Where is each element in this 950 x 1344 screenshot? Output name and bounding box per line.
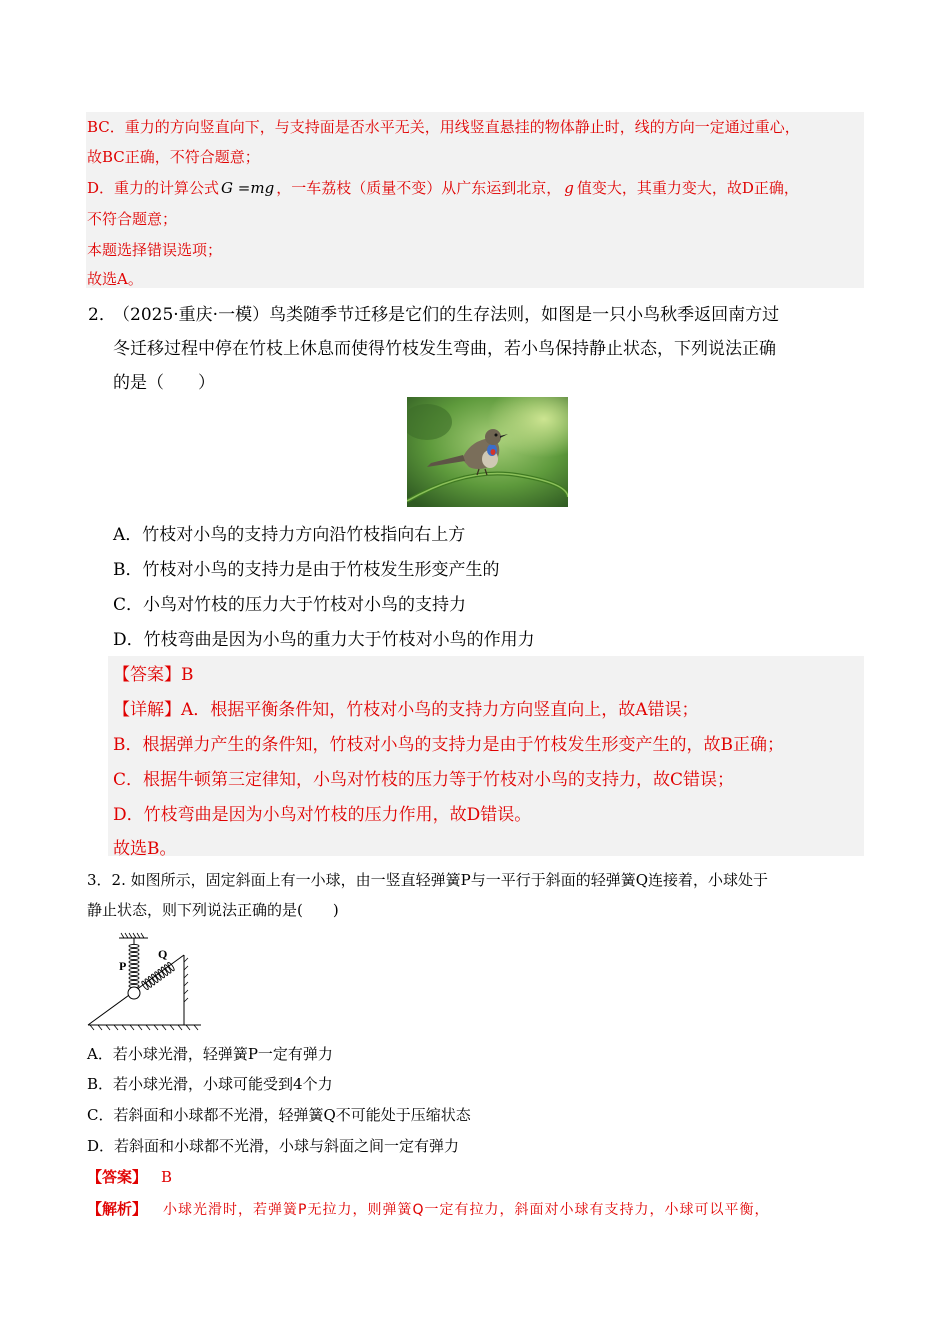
q2-option-b: B．竹枝对小鸟的支持力是由于竹枝发生形变产生的 [113,560,500,580]
q2-explanation-line-1: 【详解】A．根据平衡条件知，竹枝对小鸟的支持力方向竖直向上，故A错误； [113,700,699,720]
spring-incline-figure [86,932,206,1032]
q3-analysis-label: 【解析】 [87,1200,148,1218]
q3-answer-label: 【答案】 [87,1168,148,1186]
label-p: P [119,959,127,973]
q2-option-a: A．竹枝对小鸟的支持力方向沿竹枝指向右上方 [113,525,466,545]
bird-photo [407,397,568,507]
q3-option-c: C．若斜面和小球都不光滑，轻弹簧Q不可能处于压缩状态 [87,1106,471,1124]
top-explanation-line-4: 不符合题意； [87,210,178,228]
q3-answer-value: B [161,1168,173,1186]
q2-explanation-line-4: D．竹枝弯曲是因为小鸟对竹枝的压力作用，故D错误。 [113,805,532,825]
q3-analysis [87,1198,769,1219]
top-explanation-line-3-b: ，一车荔枝（质量不变）从广东运到北京， [276,179,562,197]
q2-stem-line-1: （2025·重庆·一模）鸟类随季节迁移是它们的生存法则，如图是一只小鸟秋季返回南方过 [113,305,780,325]
q2-stem-line-3: 的是（ ） [113,373,215,393]
top-explanation-line-1: BC．重力的方向竖直向下，与支持面是否水平无关，用线竖直悬挂的物体静止时，线的方向一定通过重心， [87,118,800,136]
g-symbol: g [564,179,574,197]
q3-option-d: D．若斜面和小球都不光滑，小球与斜面之间一定有弹力 [87,1137,460,1155]
top-explanation-line-3-c: 值变大，其重力变大，故D正确， [576,179,799,197]
q2-number: 2． [88,305,116,325]
q3-option-b: B．若小球光滑，小球可能受到4个力 [87,1075,333,1093]
top-explanation-line-3-a: D．重力的计算公式 [87,179,220,197]
q2-explanation-line-2: B．根据弹力产生的条件知，竹枝对小鸟的支持力是由于竹枝发生形变产生的，故B正确； [113,735,784,755]
q3-answer [87,1166,172,1187]
q2-answer: 【答案】B [113,665,194,685]
q2-answer-block [108,656,864,856]
q3-stem-line-1: 3．2. 如图所示，固定斜面上有一小球，由一竖直轻弹簧P与一平行于斜面的轻弹簧Q连接着，小球处于 [87,871,769,889]
q2-explanation-line-3: C．根据牛顿第三定律知，小鸟对竹枝的压力等于竹枝对小鸟的支持力，故C错误； [113,770,735,790]
q3-stem-line-2: 静止状态，则下列说法正确的是( ) [87,901,339,919]
q2-explanation-line-5: 故选B。 [113,839,177,859]
q2-stem-line-2: 冬迁移过程中停在竹枝上休息而使得竹枝发生弯曲，若小鸟保持静止状态，下列说法正确 [113,339,776,359]
top-explanation-line-5: 本题选择错误选项； [87,241,223,259]
top-explanation-line-3 [87,177,799,198]
top-explanation-line-2: 故BC正确，不符合题意； [87,148,260,166]
formula: G =mg [221,179,275,197]
q2-option-d: D．竹枝弯曲是因为小鸟的重力大于竹枝对小鸟的作用力 [113,630,535,650]
top-explanation-block [86,112,864,288]
q3-option-a: A．若小球光滑，轻弹簧P一定有弹力 [87,1045,333,1063]
q2-option-c: C．小鸟对竹枝的压力大于竹枝对小鸟的支持力 [113,595,467,615]
label-q: Q [158,947,168,961]
q3-analysis-text: 小球光滑时，若弹簧P无拉力，则弹簧Q一定有拉力，斜面对小球有支持力，小球可以平衡， [163,1202,770,1218]
top-explanation-line-6: 故选A。 [87,270,143,288]
